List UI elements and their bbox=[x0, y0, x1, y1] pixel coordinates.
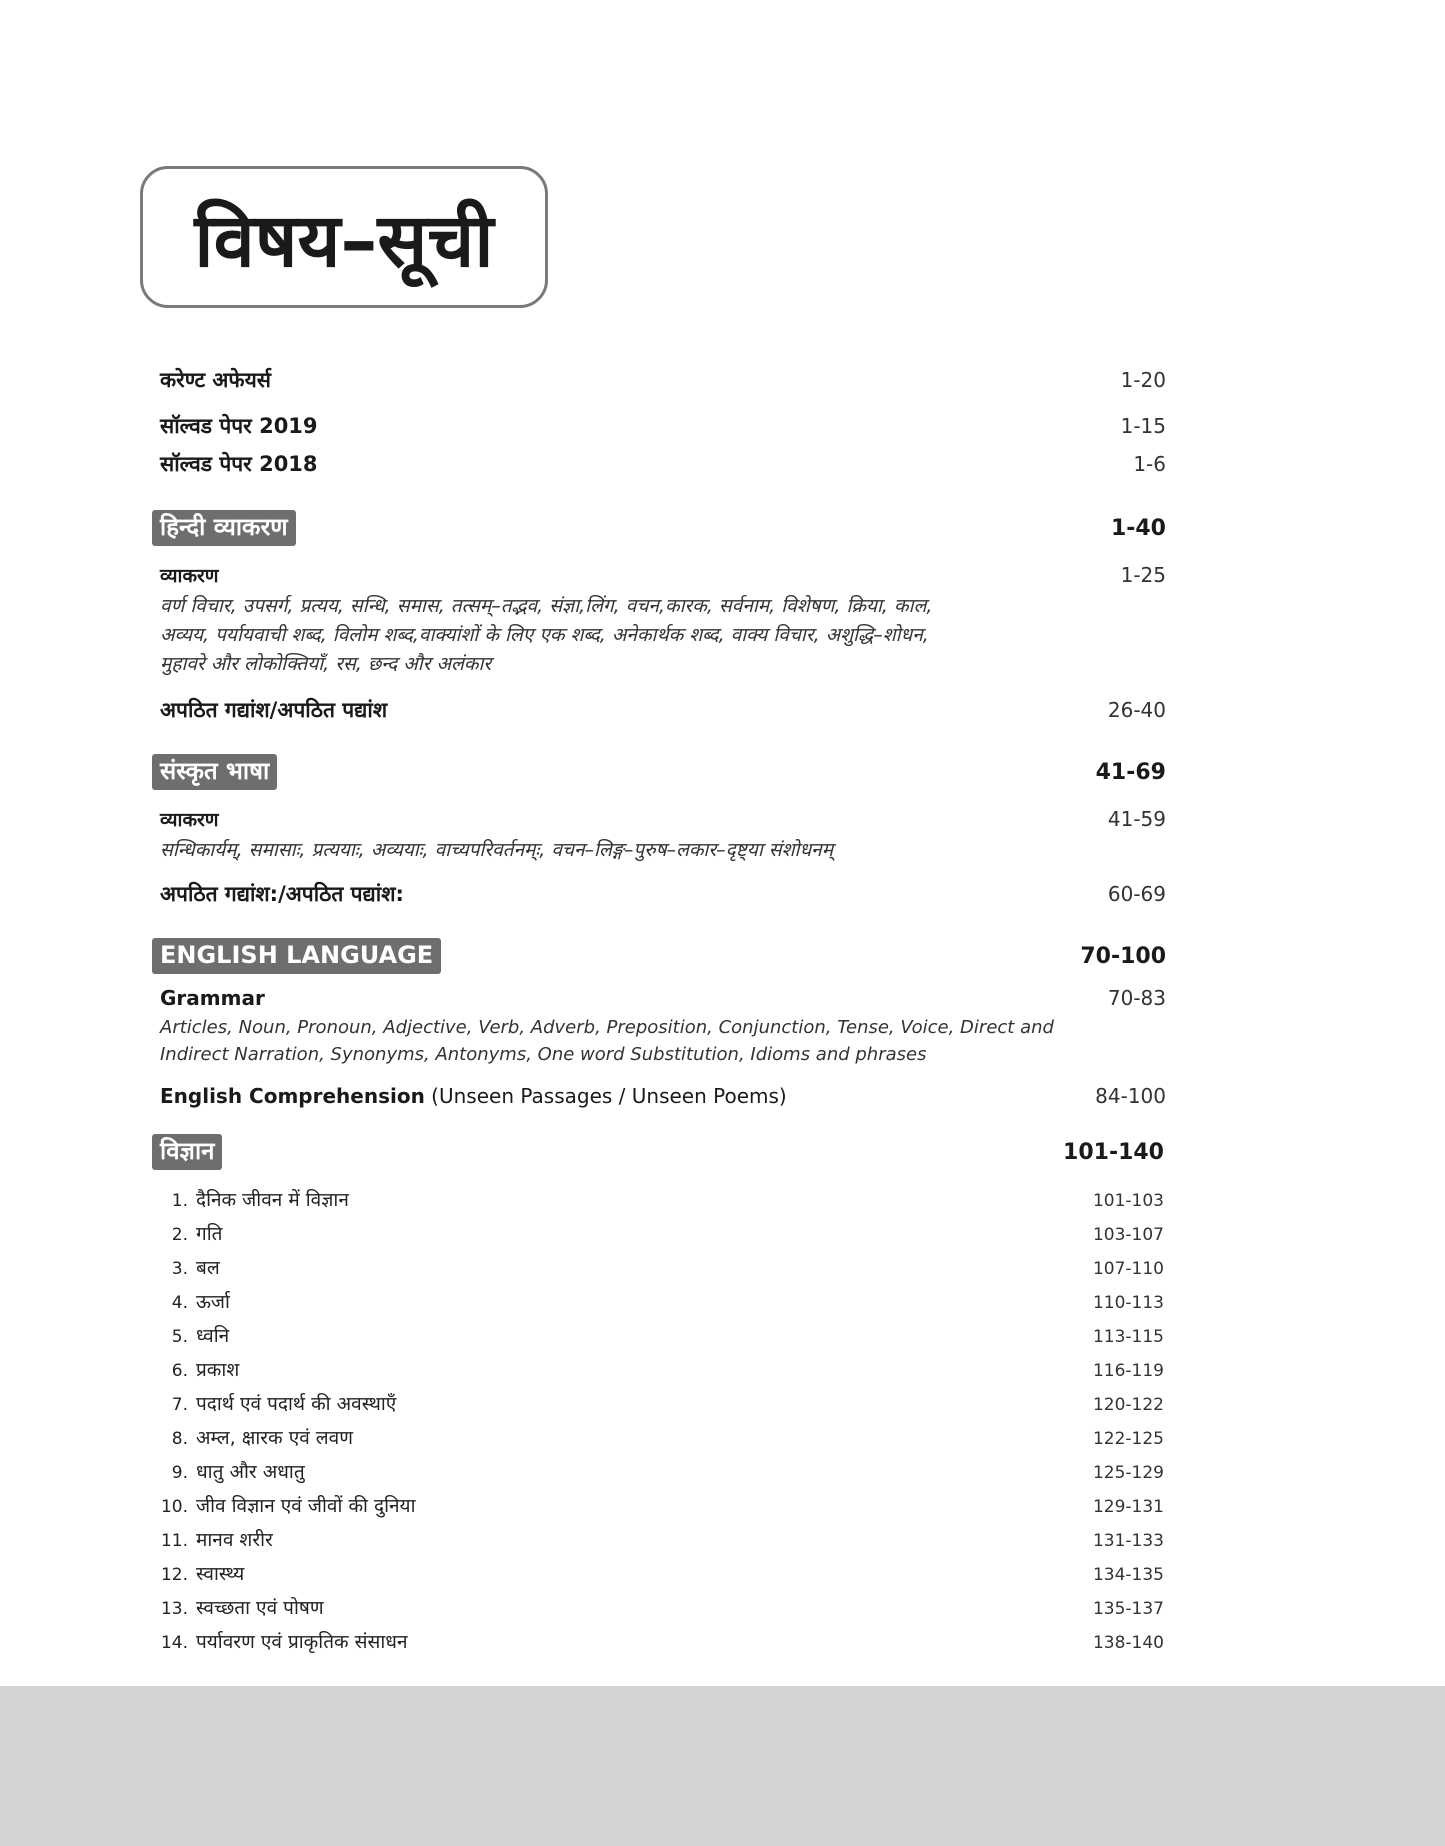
section-badge: विज्ञान bbox=[152, 1134, 222, 1170]
chapter-row[interactable] bbox=[160, 1220, 1164, 1246]
chapter-pages: 131-133 bbox=[1092, 1531, 1164, 1551]
chapter-row[interactable] bbox=[160, 1560, 1164, 1586]
chapter-title-wrap bbox=[160, 1322, 229, 1348]
desc-line: मुहावरे और लोकोक्तियाँ, रस, छन्द और अलंकार bbox=[160, 653, 492, 675]
chapter-title-wrap bbox=[160, 1628, 408, 1654]
chapter-title: जीव विज्ञान एवं जीवों की दुनिया bbox=[196, 1495, 416, 1517]
chapter-pages: 116-119 bbox=[1092, 1361, 1164, 1381]
toc-row-current-affairs[interactable] bbox=[160, 366, 1166, 394]
chapter-title: ऊर्जा bbox=[196, 1291, 230, 1313]
toc-pages: 1-15 bbox=[1120, 414, 1166, 438]
chapter-pages: 101-103 bbox=[1092, 1191, 1164, 1211]
chapter-title: प्रकाश bbox=[196, 1359, 240, 1381]
chapter-title: अम्ल, क्षारक एवं लवण bbox=[196, 1427, 353, 1449]
toc-pages: 70-83 bbox=[1107, 986, 1166, 1010]
toc-row-sanskrit-grammar[interactable] bbox=[160, 806, 1166, 832]
section-range: 70-100 bbox=[1080, 944, 1166, 969]
chapter-pages: 120-122 bbox=[1092, 1395, 1164, 1415]
chapter-pages: 129-131 bbox=[1092, 1497, 1164, 1517]
chapter-number: 8. bbox=[171, 1429, 188, 1449]
desc-line: अव्यय, पर्यायवाची शब्द, विलोम शब्द,वाक्यांशों के लिए एक शब्द, अनेकार्थक शब्द, वाक्य विचार, अशुद्धि–शोधन, bbox=[160, 624, 929, 646]
section-range: 41-69 bbox=[1095, 760, 1166, 785]
chapter-pages: 107-110 bbox=[1092, 1259, 1164, 1279]
toc-pages: 26-40 bbox=[1107, 698, 1166, 722]
toc-label: Grammar bbox=[160, 986, 265, 1010]
chapter-title-wrap bbox=[160, 1220, 222, 1246]
toc-pages: 1-6 bbox=[1133, 452, 1166, 476]
section-badge: हिन्दी व्याकरण bbox=[152, 510, 296, 546]
chapter-title: बल bbox=[196, 1257, 220, 1279]
toc-row-english-grammar[interactable] bbox=[160, 986, 1166, 1010]
section-hindi-header[interactable] bbox=[152, 510, 1166, 546]
chapter-title: पदार्थ एवं पदार्थ की अवस्थाएँ bbox=[196, 1393, 397, 1415]
section-science-header[interactable] bbox=[152, 1134, 1164, 1170]
chapter-number: 11. bbox=[160, 1531, 188, 1551]
chapter-title-wrap bbox=[160, 1560, 244, 1586]
chapter-row[interactable] bbox=[160, 1594, 1164, 1620]
comp-sub: (Unseen Passages / Unseen Poems) bbox=[424, 1084, 787, 1108]
section-english-header[interactable] bbox=[152, 938, 1166, 974]
desc-line: Indirect Narration, Synonyms, Antonyms, One word Substitution, Idioms and phrases bbox=[160, 1044, 927, 1065]
section-range: 1-40 bbox=[1110, 516, 1166, 541]
chapter-title: मानव शरीर bbox=[196, 1529, 273, 1551]
page-title: विषय–सूची bbox=[194, 197, 494, 284]
desc-line: वर्ण विचार, उपसर्ग, प्रत्यय, सन्धि, समास, तत्सम्–तद्भव, संज्ञा,लिंग, वचन,कारक, सर्वनाम, विशेषण, क्रिया, काल, bbox=[160, 595, 933, 617]
toc-label: व्याकरण bbox=[160, 565, 219, 587]
chapter-row[interactable] bbox=[160, 1254, 1164, 1280]
toc-row-sanskrit-unseen[interactable] bbox=[160, 880, 1166, 908]
toc-pages: 41-59 bbox=[1107, 807, 1166, 831]
chapter-title-wrap bbox=[160, 1424, 353, 1450]
title-box bbox=[140, 166, 548, 308]
toc-row-hindi-unseen[interactable] bbox=[160, 696, 1166, 724]
desc-line: Articles, Noun, Pronoun, Adjective, Verb, Adverb, Preposition, Conjunction, Tense, Voice, Direct and bbox=[160, 1017, 1054, 1038]
chapter-pages: 135-137 bbox=[1092, 1599, 1164, 1619]
chapter-title-wrap bbox=[160, 1458, 305, 1484]
chapter-title: ध्वनि bbox=[196, 1325, 230, 1347]
chapter-title: स्वास्थ्य bbox=[196, 1563, 245, 1585]
chapter-number: 14. bbox=[160, 1633, 188, 1653]
chapter-pages: 122-125 bbox=[1092, 1429, 1164, 1449]
chapter-number: 13. bbox=[160, 1599, 188, 1619]
toc-label: अपठित गद्यांश:/अपठित पद्यांश: bbox=[160, 882, 404, 906]
chapter-pages: 110-113 bbox=[1092, 1293, 1164, 1313]
comp-label: English Comprehension bbox=[160, 1084, 425, 1108]
toc-row-solved-2019[interactable] bbox=[160, 412, 1166, 440]
desc-line: सन्धिकार्यम्, समासाः, प्रत्ययाः, अव्ययाः, वाच्यपरिवर्तनम्ः, वचन–लिङ्ग–पुरुष–लकार–दृष्ट्या संशोधनम् bbox=[160, 839, 834, 861]
chapter-number: 6. bbox=[171, 1361, 188, 1381]
chapter-number: 7. bbox=[171, 1395, 188, 1415]
toc-pages: 84-100 bbox=[1095, 1084, 1166, 1108]
toc-label: सॉल्वड पेपर 2018 bbox=[160, 452, 318, 476]
chapter-row[interactable] bbox=[160, 1356, 1164, 1382]
chapter-pages: 134-135 bbox=[1092, 1565, 1164, 1585]
chapter-number: 1. bbox=[171, 1191, 188, 1211]
section-badge: संस्कृत भाषा bbox=[152, 754, 277, 790]
footer-band bbox=[0, 1686, 1445, 1846]
chapter-title-wrap bbox=[160, 1390, 396, 1416]
sanskrit-grammar-desc bbox=[160, 836, 1060, 865]
toc-pages: 60-69 bbox=[1107, 882, 1166, 906]
chapter-pages: 113-115 bbox=[1092, 1327, 1164, 1347]
toc-row-solved-2018[interactable] bbox=[160, 450, 1166, 478]
chapter-number: 9. bbox=[171, 1463, 188, 1483]
chapter-row[interactable] bbox=[160, 1458, 1164, 1484]
chapter-title: पर्यावरण एवं प्राकृतिक संसाधन bbox=[196, 1631, 408, 1653]
chapter-number: 3. bbox=[171, 1259, 188, 1279]
chapter-number: 12. bbox=[160, 1565, 188, 1585]
chapter-number: 2. bbox=[171, 1225, 188, 1245]
chapter-number: 5. bbox=[171, 1327, 188, 1347]
section-range: 101-140 bbox=[1063, 1140, 1164, 1165]
chapter-title: धातु और अधातु bbox=[196, 1461, 305, 1483]
chapter-row[interactable] bbox=[160, 1526, 1164, 1552]
chapter-title-wrap bbox=[160, 1526, 273, 1552]
chapter-number: 4. bbox=[171, 1293, 188, 1313]
chapter-title-wrap bbox=[160, 1288, 230, 1314]
chapter-title-wrap bbox=[160, 1492, 416, 1518]
chapter-title-wrap bbox=[160, 1254, 220, 1280]
toc-label: करेण्ट अफेयर्स bbox=[160, 368, 271, 392]
chapter-title-wrap bbox=[160, 1594, 324, 1620]
chapter-pages: 103-107 bbox=[1092, 1225, 1164, 1245]
chapter-row[interactable] bbox=[160, 1322, 1164, 1348]
chapter-row[interactable] bbox=[160, 1186, 1164, 1212]
toc-row-hindi-grammar[interactable] bbox=[160, 562, 1166, 588]
toc-label: अपठित गद्यांश/अपठित पद्यांश bbox=[160, 698, 388, 722]
chapter-title: दैनिक जीवन में विज्ञान bbox=[196, 1189, 349, 1211]
chapter-row[interactable] bbox=[160, 1390, 1164, 1416]
chapter-title: स्वच्छता एवं पोषण bbox=[196, 1597, 324, 1619]
chapter-pages: 125-129 bbox=[1092, 1463, 1164, 1483]
toc-pages: 1-25 bbox=[1120, 563, 1166, 587]
toc-label: व्याकरण bbox=[160, 809, 219, 831]
toc-label bbox=[160, 1084, 787, 1108]
chapter-row[interactable] bbox=[160, 1492, 1164, 1518]
chapter-title: गति bbox=[196, 1223, 223, 1245]
chapter-row[interactable] bbox=[160, 1424, 1164, 1450]
section-sanskrit-header[interactable] bbox=[152, 754, 1166, 790]
chapter-row[interactable] bbox=[160, 1628, 1164, 1654]
chapter-title-wrap bbox=[160, 1356, 239, 1382]
chapter-number: 10. bbox=[160, 1497, 188, 1517]
chapter-title-wrap bbox=[160, 1186, 349, 1212]
hindi-grammar-desc bbox=[160, 592, 1060, 679]
english-grammar-desc bbox=[160, 1014, 1060, 1068]
toc-row-english-comprehension[interactable] bbox=[160, 1084, 1166, 1108]
toc-label: सॉल्वड पेपर 2019 bbox=[160, 414, 318, 438]
section-badge: ENGLISH LANGUAGE bbox=[152, 938, 441, 974]
toc-pages: 1-20 bbox=[1120, 368, 1166, 392]
chapter-pages: 138-140 bbox=[1092, 1633, 1164, 1653]
chapter-row[interactable] bbox=[160, 1288, 1164, 1314]
